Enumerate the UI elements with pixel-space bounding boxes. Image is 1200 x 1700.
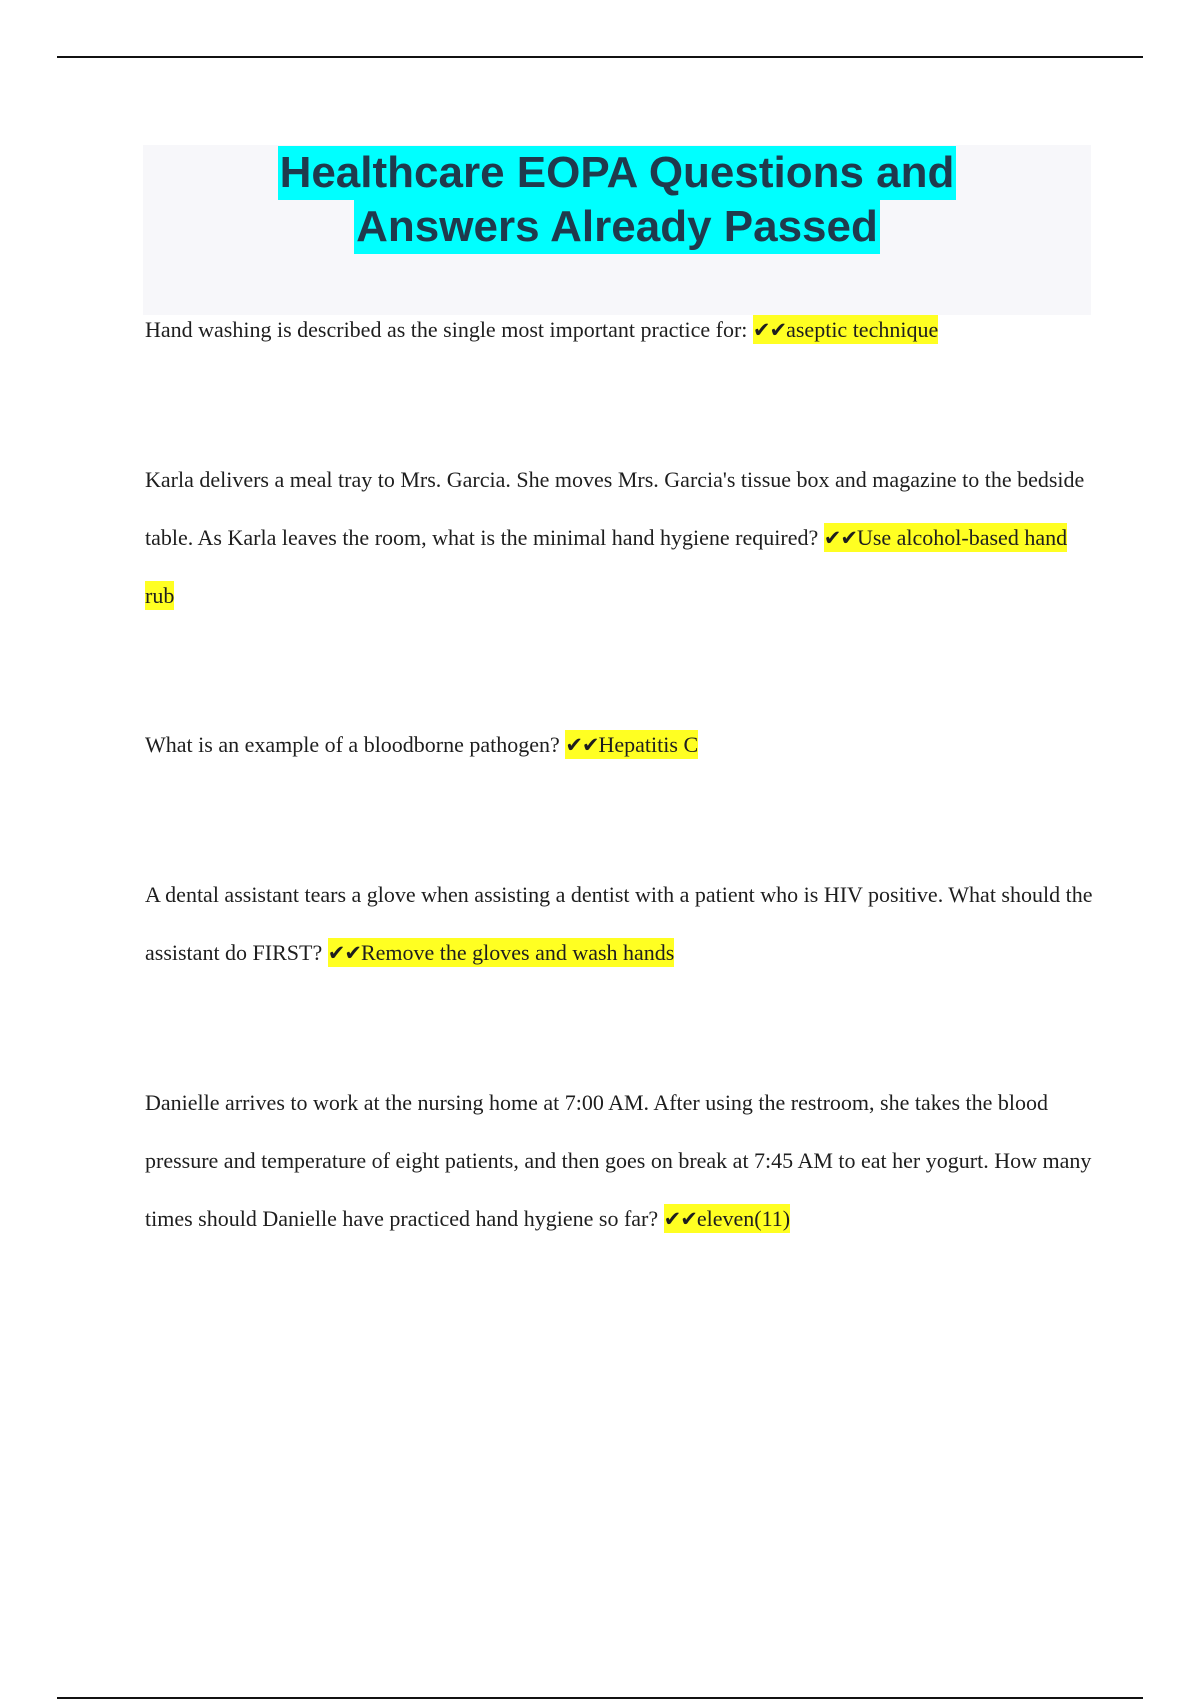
qa-item <box>145 1074 1095 1248</box>
answer-highlight <box>328 938 675 967</box>
question-text: Danielle arrives to work at the nursing home at 7:00 AM. After using the restroom, she takes the blood pressure and temperature of eight patients, and then goes on break at 7:45 AM to eat her yogurt. How many times should Danielle have practiced hand hygiene so far? <box>145 1090 1092 1231</box>
answer-text: eleven(11) <box>696 1206 791 1231</box>
answer-highlight <box>753 315 938 344</box>
qa-item <box>145 866 1095 982</box>
answer-highlight <box>565 730 698 759</box>
answer-highlight <box>664 1204 790 1233</box>
answer-text: Remove the gloves and wash hands <box>360 940 675 965</box>
question-text: What is an example of a bloodborne pathogen? <box>145 732 566 757</box>
double-check-icon: ✔✔ <box>752 318 787 342</box>
qa-item <box>145 301 1095 359</box>
title-line-2: Answers Already Passed <box>354 200 880 254</box>
double-check-icon: ✔✔ <box>565 733 599 757</box>
qa-item <box>145 451 1095 625</box>
answer-text: Use alcohol-based hand rub <box>145 525 1068 608</box>
top-rule <box>57 56 1143 58</box>
question-text: Karla delivers a meal tray to Mrs. Garcia. She moves Mrs. Garcia's tissue box and magazine to the bedside table. As Karla leaves the room, what is the minimal hand hygiene required? <box>145 467 1085 550</box>
bottom-rule <box>57 1697 1143 1699</box>
double-check-icon: ✔✔ <box>823 526 857 550</box>
title-line-1: Healthcare EOPA Questions and <box>278 146 957 200</box>
double-check-icon: ✔✔ <box>663 1207 697 1231</box>
answer-text: Hepatitis C <box>598 732 699 757</box>
answer-text: aseptic technique <box>786 317 939 342</box>
page-title <box>143 146 1091 254</box>
question-text: Hand washing is described as the single most important practice for: <box>145 317 753 342</box>
qa-item <box>145 716 1095 774</box>
double-check-icon: ✔✔ <box>327 941 361 965</box>
question-text: A dental assistant tears a glove when assisting a dentist with a patient who is HIV positive. What should the assistant do FIRST? <box>145 882 1093 965</box>
